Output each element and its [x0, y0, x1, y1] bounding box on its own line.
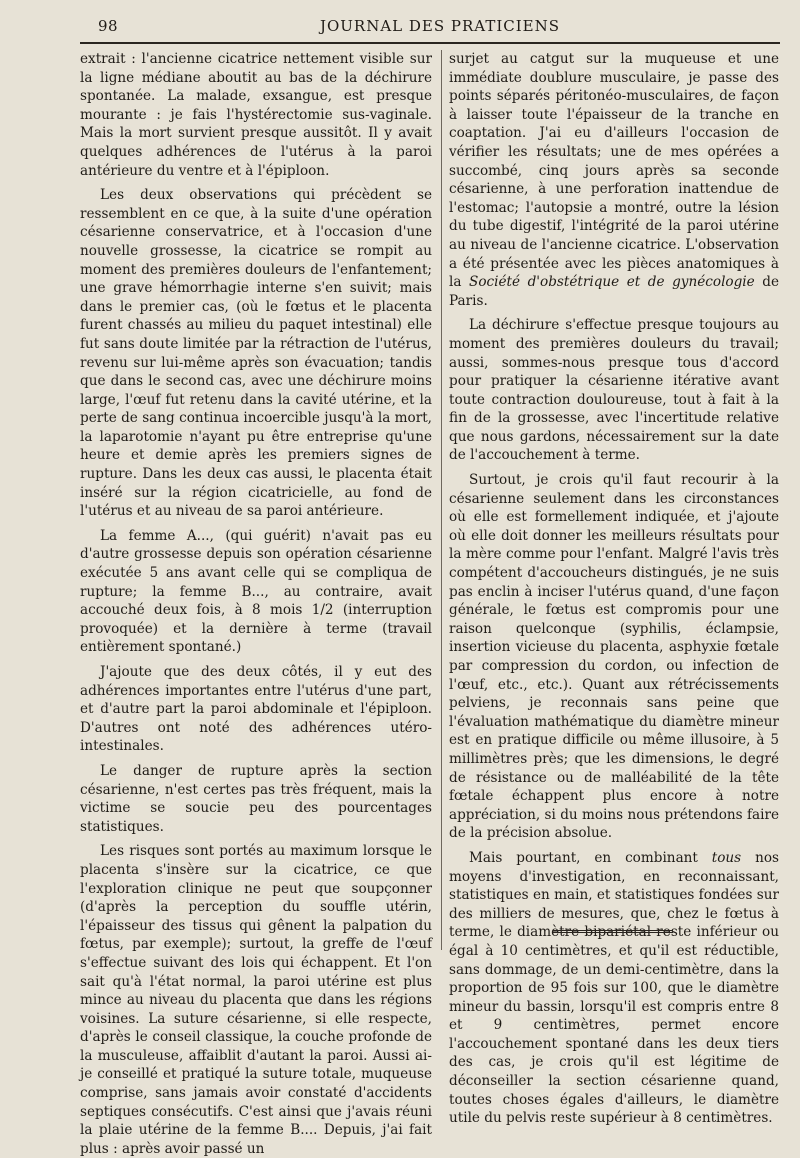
paragraph	[449, 50, 779, 310]
left-column	[80, 50, 432, 1158]
emphasis: tous	[711, 849, 742, 866]
paragraph: extrait : l'ancienne cicatrice nettement visible sur la ligne médiane aboutit au bas de la déchirure spontanée. La malade, exsangue, est presque mourante : je fais l'hystérectomie sus-vaginale. Mais la mort survient presque aussitôt. Il y avait quelques adhérences de l'utérus à la paroi antérieure du ventre et à l'épiploon.	[80, 51, 432, 179]
paragraph-text: Mais pourtant, en combinant	[469, 849, 712, 866]
right-column	[449, 50, 779, 1128]
paragraph: J'ajoute que des deux côtés, il y eut des adhérences importantes entre l'utérus d'une part, et d'autre part la paroi abdominale et l'épiploon. D'autres ont noté des adhérences utéro-intestinales.	[80, 664, 432, 755]
paragraph-text: de Paris.	[449, 274, 779, 309]
paragraph: Surtout, je crois qu'il faut recourir à la césarienne seulement dans les circonstances où elle est formellement indiquée, et j'ajoute où elle doit donner les meilleurs résultats pour la mère comme pour l'enfant. Malgré l'avis très compétent d'accoucheurs distingués, je ne suis pas enclin à inciser l'utérus quand, d'une façon générale, le fœtus est compromis pour une raison quelconque (syphilis, éclampsie, insertion vicieuse du placenta, asphyxie fœtale par compression du cordon, ou infection de l'œuf, etc., etc.). Quant aux rétrécissements pelviens, je reconnais sans peine que l'évaluation mathématique du diamètre mineur est en pratique difficile ou même illusoire, à 5 millimètres près; que les dimensions, le degré de résistance ou de malléabilité de la tête fœtale échappent plus encore à notre appréciation, si du moins nous prétendons faire de la précision absolue.	[449, 472, 779, 842]
journal-title: JOURNAL DES PRATICIENS	[319, 17, 561, 35]
paragraph: La déchirure s'effectue presque toujours au moment des premières douleurs du travail; aussi, sommes-nous presque tous d'accord pour pratiquer la césarienne itérative avant toute contraction douloureuse, tout à fait à la fin de la grossesse, avec l'incertitude relative que nous gardons, nécessairement sur la date de l'accouchement à terme.	[449, 317, 779, 464]
column-divider	[441, 50, 442, 950]
header-rule	[80, 42, 780, 44]
paragraph: La femme A..., (qui guérit) n'avait pas eu d'autre grossesse depuis son opération césarienne exécutée 5 ans avant celle qui se compliqua de rupture; la femme B..., au contraire, avait accouché deux fois, à 8 mois 1/2 (interruption provoquée) et la dernière à terme (travail entièrement spontané.)	[80, 527, 432, 656]
page-number: 98	[98, 17, 119, 35]
page-header	[98, 15, 782, 41]
paragraph: Les deux observations qui précèdent se ressemblent en ce que, à la suite d'une opération césarienne conservatrice, et à l'occasion d'une nouvelle grossesse, la cicatrice se rompit au moment des premières douleurs de l'enfantement; une grave hémorrhagie interne s'en suivit; mais dans le premier cas, (où le fœtus et le placenta furent chassés au milieu du paquet intestinal) elle fut sans doute limitée par la rétraction de l'utérus, revenu sur lui-même après son évacuation; tandis que dans le second cas, avec une déchirure moins large, l'œuf fut retenu dans la cavité utérine, et la perte de sang continua incoercible jusqu'à la mort, la laparotomie n'ayant pu être entreprise qu'une heure et demie après les premiers signes de rupture. Dans les deux cas aussi, le placenta était inséré sur la région cicatricielle, au fond de l'utérus et au niveau de sa paroi antérieure.	[80, 187, 432, 520]
end-rule	[553, 930, 673, 933]
paragraph	[449, 849, 779, 1128]
paragraph-text: nos moyens d'investigation, en reconnaissant, statistiques en main, et statistiques fondées sur des milliers de mesures, que, chez le fœtus à terme, le diamètre bipariétal reste inférieur ou égal à 10 centimètres, et qu'il est réductible, sans dommage, de un demi-centimètre, dans la proportion de 95 fois sur 100, que le diamètre mineur du bassin, lorsqu'il est compris entre 8 et 9 centimètres, permet encore l'accouchement spontané dans les deux tiers des cas, je crois qu'il est légitime de déconseiller la section césarienne quand, toutes choses égales d'ailleurs, le diamètre utile du pelvis reste supérieur à 8 centimètres.	[449, 849, 779, 1127]
paragraph: Le danger de rupture après la section césarienne, n'est certes pas très fréquent, mais la victime se soucie peu des pourcentages statistiques.	[80, 762, 432, 835]
society-name: Société d'obstétrique et de gynécologie	[469, 274, 755, 291]
paragraph: Les risques sont portés au maximum lorsque le placenta s'insère sur la cicatrice, ce que l'exploration clinique ne peut que soupçonner (d'après la perception du souffle utérin, l'épaisseur des tissus qui gênent la palpation du fœtus, par exemple); surtout, la greffe de l'œuf s'effectue suivant des lois qui échappent. Et l'on sait qu'à l'état normal, la paroi utérine est plus mince au niveau du placenta que dans les régions voisines. La suture césarienne, si elle respecte, d'après le conseil classique, la couche profonde de la musculeuse, affaiblit d'autant la paroi. Aussi ai-je conseillé et pratiqué la suture totale, muqueuse comprise, sans jamais avoir constaté d'accidents septiques consécutifs. C'est ainsi que j'avais réuni la plaie utérine de la femme B.... Depuis, j'ai fait plus : après avoir passé un	[80, 843, 432, 1157]
paragraph-text: surjet au catgut sur la muqueuse et une immédiate doublure musculaire, je passe des points séparés péritonéo-musculaires, de façon à laisser toute l'épaisseur de la tranche en coaptation. J'ai eu d'ailleurs l'occasion de vérifier les résultats; une de mes opérées a succombé, cinq jours après sa seconde césarienne, à une perforation inattendue de l'estomac; l'autopsie a montré, outre la lésion du tube digestif, l'intégrité de la paroi utérine au niveau de l'ancienne cicatrice. L'observation a été présentée avec les pièces anatomiques à la	[449, 51, 779, 291]
